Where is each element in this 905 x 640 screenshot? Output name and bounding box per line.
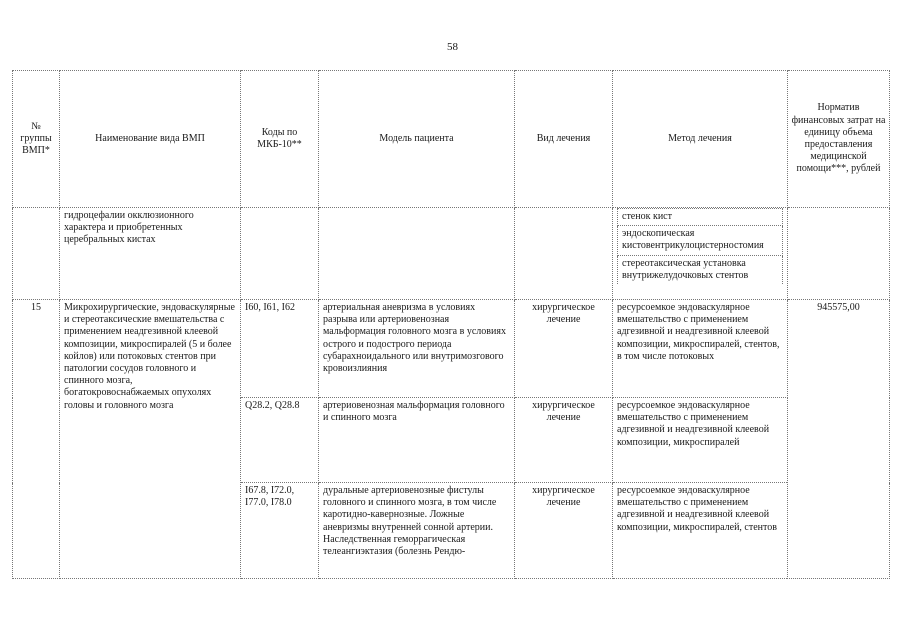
cost-norm-value: 945575,00	[788, 300, 890, 579]
header-vmp-name: Наименование вида ВМП	[60, 71, 241, 208]
header-cost-norm: Норматив финансовых затрат на единицу объема предоставления медицинской помощи***, рублей	[788, 71, 890, 208]
header-treatment-method: Метод лечения	[613, 71, 788, 208]
method-item: стенок кист	[618, 209, 783, 226]
group-number: 15	[13, 300, 60, 579]
continuation-row	[13, 208, 890, 300]
header-group-no: № группы ВМП*	[13, 71, 60, 208]
group-vmp-name: Микрохирургические, эндоваскулярные и стереотаксические вмешательства с применением неадгезивной клеевой композиции, микроспиралей (5 и более койлов) или потоковых стентов при патологии сосудов головного и спинного мозга, богатокровоснабжаемых опухолях головы и головного мозга	[60, 300, 241, 579]
patient-model: артериальная аневризма в условиях разрыва или артериовенозная мальформация головного мозга в условиях острого и подострого периода субарахноидального или внутримозгового кровоизлияния	[319, 300, 515, 398]
icd-codes: I60, I61, I62	[241, 300, 319, 398]
treatment-method: ресурсоемкое эндоваскулярное вмешательство с применением адгезивной и неадгезивной клеевой композиции, микроспиралей, стентов	[613, 483, 788, 579]
treatment-method: ресурсоемкое эндоваскулярное вмешательство с применением адгезивной и неадгезивной клеевой композиции, микроспиралей, стентов, в том числе потоковых	[613, 300, 788, 398]
continuation-methods	[617, 208, 783, 284]
continuation-name: гидроцефалии окклюзионного характера и приобретенных церебральных кистах	[60, 208, 241, 300]
icd-codes: Q28.2, Q28.8	[241, 398, 319, 483]
patient-model: дуральные артериовенозные фистулы головного и спинного мозга, в том числе каротидно-кавернозные. Ложные аневризмы внутренней сонной артерии. Наследственная геморрагическая телеангиэктазия (болезнь Рендю-	[319, 483, 515, 579]
treatment-type: хирургическое лечение	[515, 398, 613, 483]
treatment-method: ресурсоемкое эндоваскулярное вмешательство с применением адгезивной и неадгезивной клеевой композиции, микроспиралей	[613, 398, 788, 483]
treatment-type: хирургическое лечение	[515, 483, 613, 579]
header-treatment-type: Вид лечения	[515, 71, 613, 208]
page-number: 58	[447, 41, 458, 53]
group15-row-1	[13, 300, 890, 398]
icd-codes: I67.8, I72.0, I77.0, I78.0	[241, 483, 319, 579]
header-row	[13, 71, 890, 208]
vmp-table	[12, 70, 890, 579]
method-item: эндоскопическая кистовентрикулоцистерностомия	[618, 226, 783, 255]
header-patient-model: Модель пациента	[319, 71, 515, 208]
patient-model: артериовенозная мальформация головного и спинного мозга	[319, 398, 515, 483]
treatment-type: хирургическое лечение	[515, 300, 613, 398]
method-item: стереотаксическая установка внутрижелудочковых стентов	[618, 255, 783, 284]
header-icd-codes: Коды по МКБ-10**	[241, 71, 319, 208]
